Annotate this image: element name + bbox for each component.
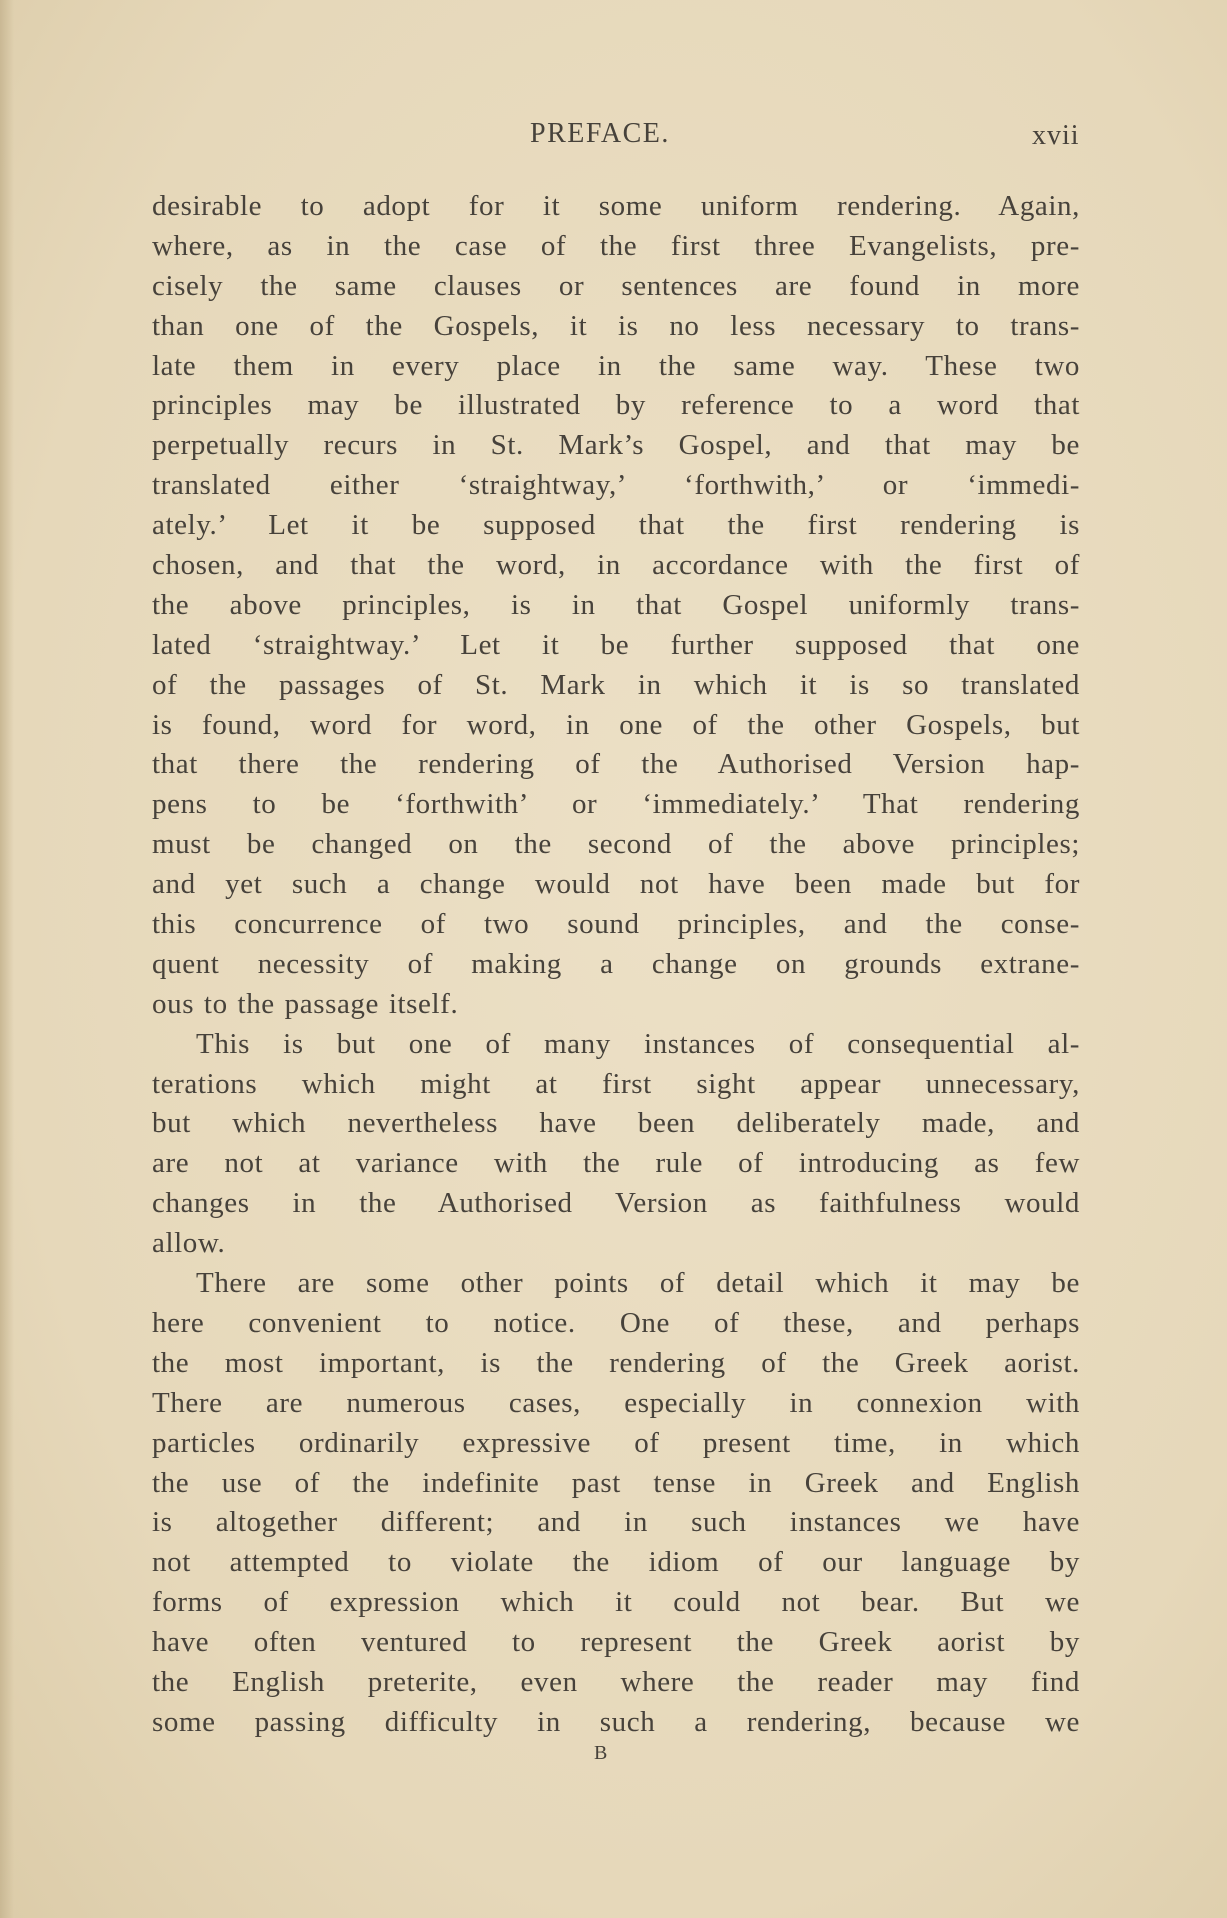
text-line: terations which might at first sight appear unnecessary, [152, 1067, 1080, 1100]
text-line: late them in every place in the same way. These two [152, 349, 1080, 382]
text-line: here convenient to notice. One of these, and perhaps [152, 1306, 1080, 1339]
text-line: particles ordinarily expressive of present time, in which [152, 1426, 1080, 1459]
text-line: forms of expression which it could not bear. But we [152, 1586, 1080, 1619]
text-line: There are numerous cases, especially in connexion with [152, 1386, 1080, 1419]
text-line: chosen, and that the word, in accordance with the first of [152, 549, 1080, 582]
text-line: perpetually recurs in St. Mark’s Gospel, and that may be [152, 429, 1080, 462]
text-line: that there the rendering of the Authorised Version hap- [152, 748, 1080, 781]
text-line: some passing difficulty in such a rendering, because we [152, 1705, 1080, 1738]
text-line: have often ventured to represent the Greek aorist by [152, 1626, 1080, 1659]
text-line: must be changed on the second of the above principles; [152, 828, 1080, 861]
text-line: the above principles, is in that Gospel uniformly trans- [152, 588, 1080, 621]
text-line: ately.’ Let it be supposed that the first rendering is [152, 509, 1080, 542]
text-line: cisely the same clauses or sentences are found in more [152, 269, 1080, 302]
text-line: There are some other points of detail which it may be [196, 1267, 1080, 1300]
text-line: principles may be illustrated by reference to a word that [152, 389, 1080, 422]
text-line: pens to be ‘forthwith’ or ‘immediately.’ That rendering [152, 788, 1080, 821]
body-text [152, 187, 1080, 1743]
running-head [0, 118, 1227, 158]
text-line: this concurrence of two sound principles, and the conse- [152, 908, 1080, 941]
text-line: quent necessity of making a change on grounds extrane- [152, 947, 1080, 980]
text-line: are not at variance with the rule of introducing as few [152, 1147, 1080, 1180]
text-line: is found, word for word, in one of the other Gospels, but [152, 708, 1080, 741]
page-number: xvii [1032, 120, 1080, 151]
signature-mark: B [594, 1742, 609, 1764]
text-line: the most important, is the rendering of the Greek aorist. [152, 1346, 1080, 1379]
text-line: This is but one of many instances of consequential al- [196, 1027, 1080, 1060]
text-line: is altogether different; and in such instances we have [152, 1506, 1080, 1539]
running-head-title: PREFACE. [530, 118, 670, 149]
page-edge-shadow [0, 0, 14, 1918]
text-line: translated either ‘straightway,’ ‘forthwith,’ or ‘immedi- [152, 469, 1080, 502]
text-line: the use of the indefinite past tense in Greek and English [152, 1466, 1080, 1499]
text-line: allow. [152, 1227, 226, 1260]
text-line: not attempted to violate the idiom of our language by [152, 1546, 1080, 1579]
text-line: changes in the Authorised Version as faithfulness would [152, 1187, 1080, 1220]
text-line: lated ‘straightway.’ Let it be further supposed that one [152, 628, 1080, 661]
text-line: than one of the Gospels, it is no less necessary to trans- [152, 309, 1080, 342]
text-line: of the passages of St. Mark in which it is so translated [152, 668, 1080, 701]
text-line: and yet such a change would not have been made but for [152, 868, 1080, 901]
text-line: the English preterite, even where the reader may find [152, 1665, 1080, 1698]
text-line: desirable to adopt for it some uniform rendering. Again, [152, 190, 1080, 222]
text-line: but which nevertheless have been deliberately made, and [152, 1107, 1080, 1140]
text-line: ous to the passage itself. [152, 987, 459, 1020]
text-line: where, as in the case of the first three Evangelists, pre- [152, 229, 1080, 262]
